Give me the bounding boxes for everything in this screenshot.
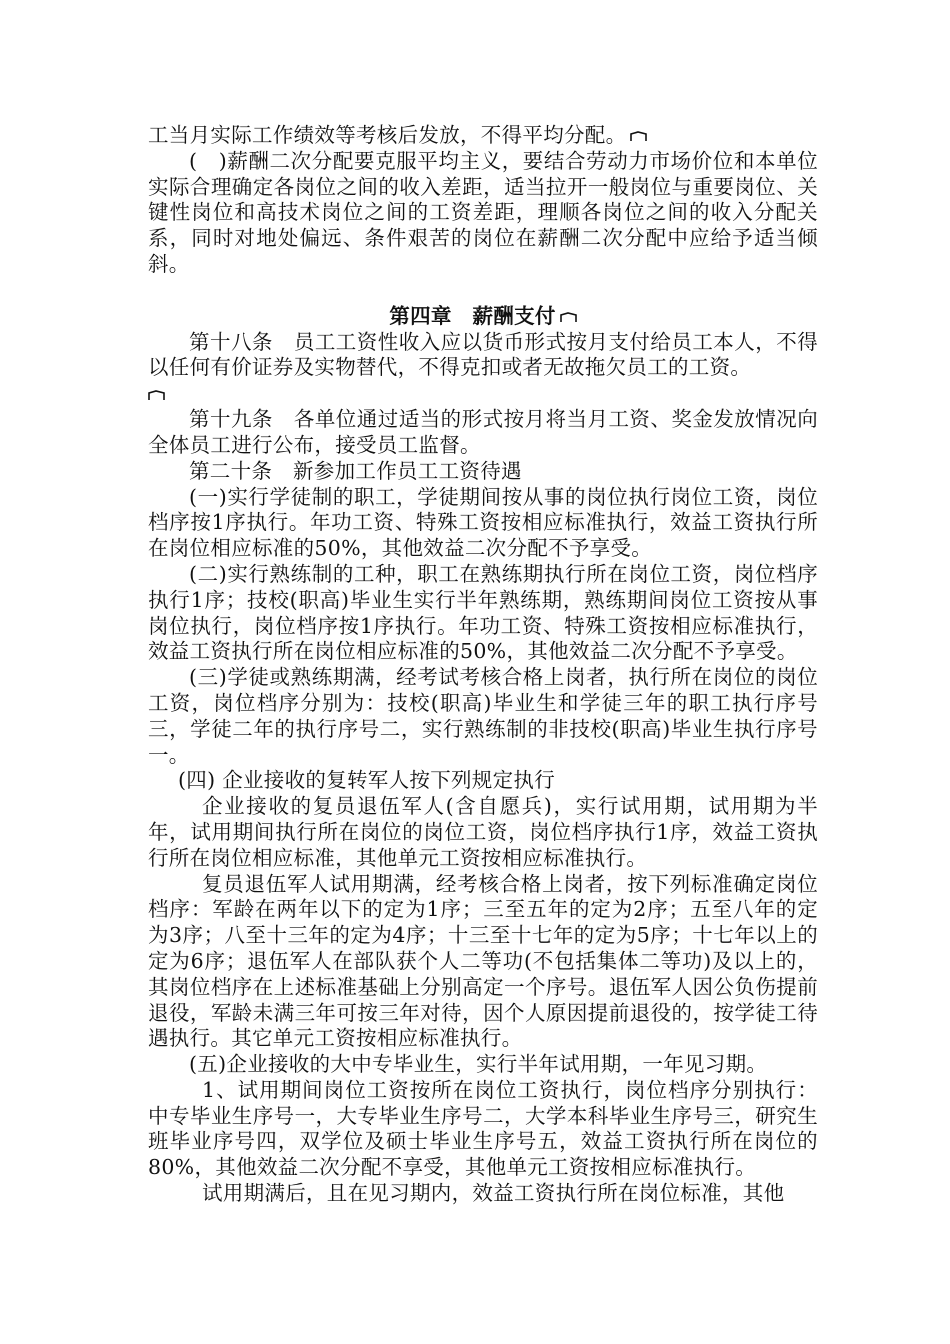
item-4-paragraph-1 (148, 794, 818, 871)
chapter-title-text: 第四章 薪酬支付 (389, 303, 556, 328)
item-text: 试用期满后，且在见习期内，效益工资执行所在岗位标准，其他 (202, 1181, 785, 1206)
item-4-paragraph-2 (148, 872, 818, 1053)
item-text: (一)实行学徒制的职工，学徒期间按从事的岗位执行岗位工资，岗位档序按1序执行。年功工资、特殊工资按相应标准执行，效益工资执行所在岗位相应标准的50%，其他效益二次分配不予享受。 (148, 484, 818, 561)
article-text: 第十九条 各单位通过适当的形式按月将当月工资、奖金发放情况向全体员工进行公布，接受员工监督。 (148, 407, 818, 457)
item-5-title (148, 1052, 818, 1078)
item-2 (148, 562, 818, 665)
article-text: 第十八条 员工工资性收入应以货币形式按月支付给员工本人，不得以任何有价证券及实物替代，不得克扣或者无故拖欠员工的工资。 (148, 329, 818, 380)
paragraph-secondary-distribution (148, 149, 818, 278)
paragraph-continuation (148, 123, 818, 149)
item-text: 1、试用期间岗位工资按所在岗位工资执行，岗位档序分别执行：中专毕业生序号一，大专毕业生序号二，大学本科毕业生序号三，研究生班毕业序号四，双学位及硕士毕业生序号五，效益工资执行所在岗位的80%，其他效益二次分配不享受，其他单元工资按相应标准执行。 (148, 1077, 818, 1180)
item-3 (148, 665, 818, 768)
article-text: 第二十条 新参加工作员工工资待遇 (189, 458, 522, 483)
chapter-title (148, 304, 818, 330)
item-text: 企业接收的复员退伍军人(含自愿兵)，实行试用期，试用期为半年，试用期间执行所在岗位的岗位工资，岗位档序执行1序，效益工资执行所在岗位相应标准，其他单元工资按相应标准执行。 (148, 794, 818, 870)
item-text: (五)企业接收的大中专毕业生，实行半年试用期，一年见习期。 (189, 1052, 768, 1077)
paragraph-mark-icon (630, 131, 647, 142)
document-body (148, 123, 818, 1207)
item-4-title (148, 768, 818, 794)
paragraph-mark-icon (148, 390, 165, 401)
item-text: (二)实行熟练制的工种，职工在熟练期执行所在岗位工资，岗位档序执行1序；技校(职高)毕业生实行半年熟练期，熟练期间岗位工资按从事岗位执行，岗位档序按1序执行。年功工资、特殊工资按相应标准执行，效益工资执行所在岗位相应标准的50%，其他效益二次分配不予享受。 (148, 561, 818, 664)
item-5-paragraph-1 (148, 1078, 818, 1181)
paragraph-mark-icon (560, 312, 577, 323)
item-1 (148, 485, 818, 562)
article-20 (148, 459, 818, 485)
article-18 (148, 330, 818, 382)
paragraph-text: ( )薪酬二次分配要克服平均主义，要结合劳动力市场价位和本单位实际合理确定各岗位之间的收入差距，适当拉开一般岗位与重要岗位、关键性岗位和高技术岗位之间的工资差距，理顺各岗位之间的收入分配关系，同时对地处偏远、条件艰苦的岗位在薪酬二次分配中应给予适当倾斜。 (148, 148, 818, 276)
paragraph-mark-line (148, 381, 818, 407)
item-5-paragraph-2 (148, 1181, 818, 1207)
item-text: 复员退伍军人试用期满，经考核合格上岗者，按下列标准确定岗位档序：军龄在两年以下的定为1序；三至五年的定为2序；五至八年的定为3序；八至十三年的定为4序；十三至十七年的定为5序；十七年以上的定为6序；退伍军人在部队获个人二等功(不包括集体二等功)及以上的，其岗位档序在上述标准基础上分别高定一个序号。退伍军人因公负伤提前退役，军龄未满三年可按三年对待，因个人原因提前退役的，按学徒工待遇执行。其它单元工资按相应标准执行。 (148, 871, 818, 1051)
paragraph-text: 工当月实际工作绩效等考核后发放，不得平均分配。 (148, 123, 627, 147)
item-text: (三)学徒或熟练期满，经考试考核合格上岗者，执行所在岗位的岗位工资，岗位档序分别为：技校(职高)毕业生和学徒三年的职工执行序号三，学徒二年的执行序号二，实行熟练制的非技校(职高)毕业生执行序号一。 (148, 665, 818, 767)
article-19 (148, 407, 818, 459)
item-text: (四) 企业接收的复转军人按下列规定执行 (178, 768, 556, 793)
